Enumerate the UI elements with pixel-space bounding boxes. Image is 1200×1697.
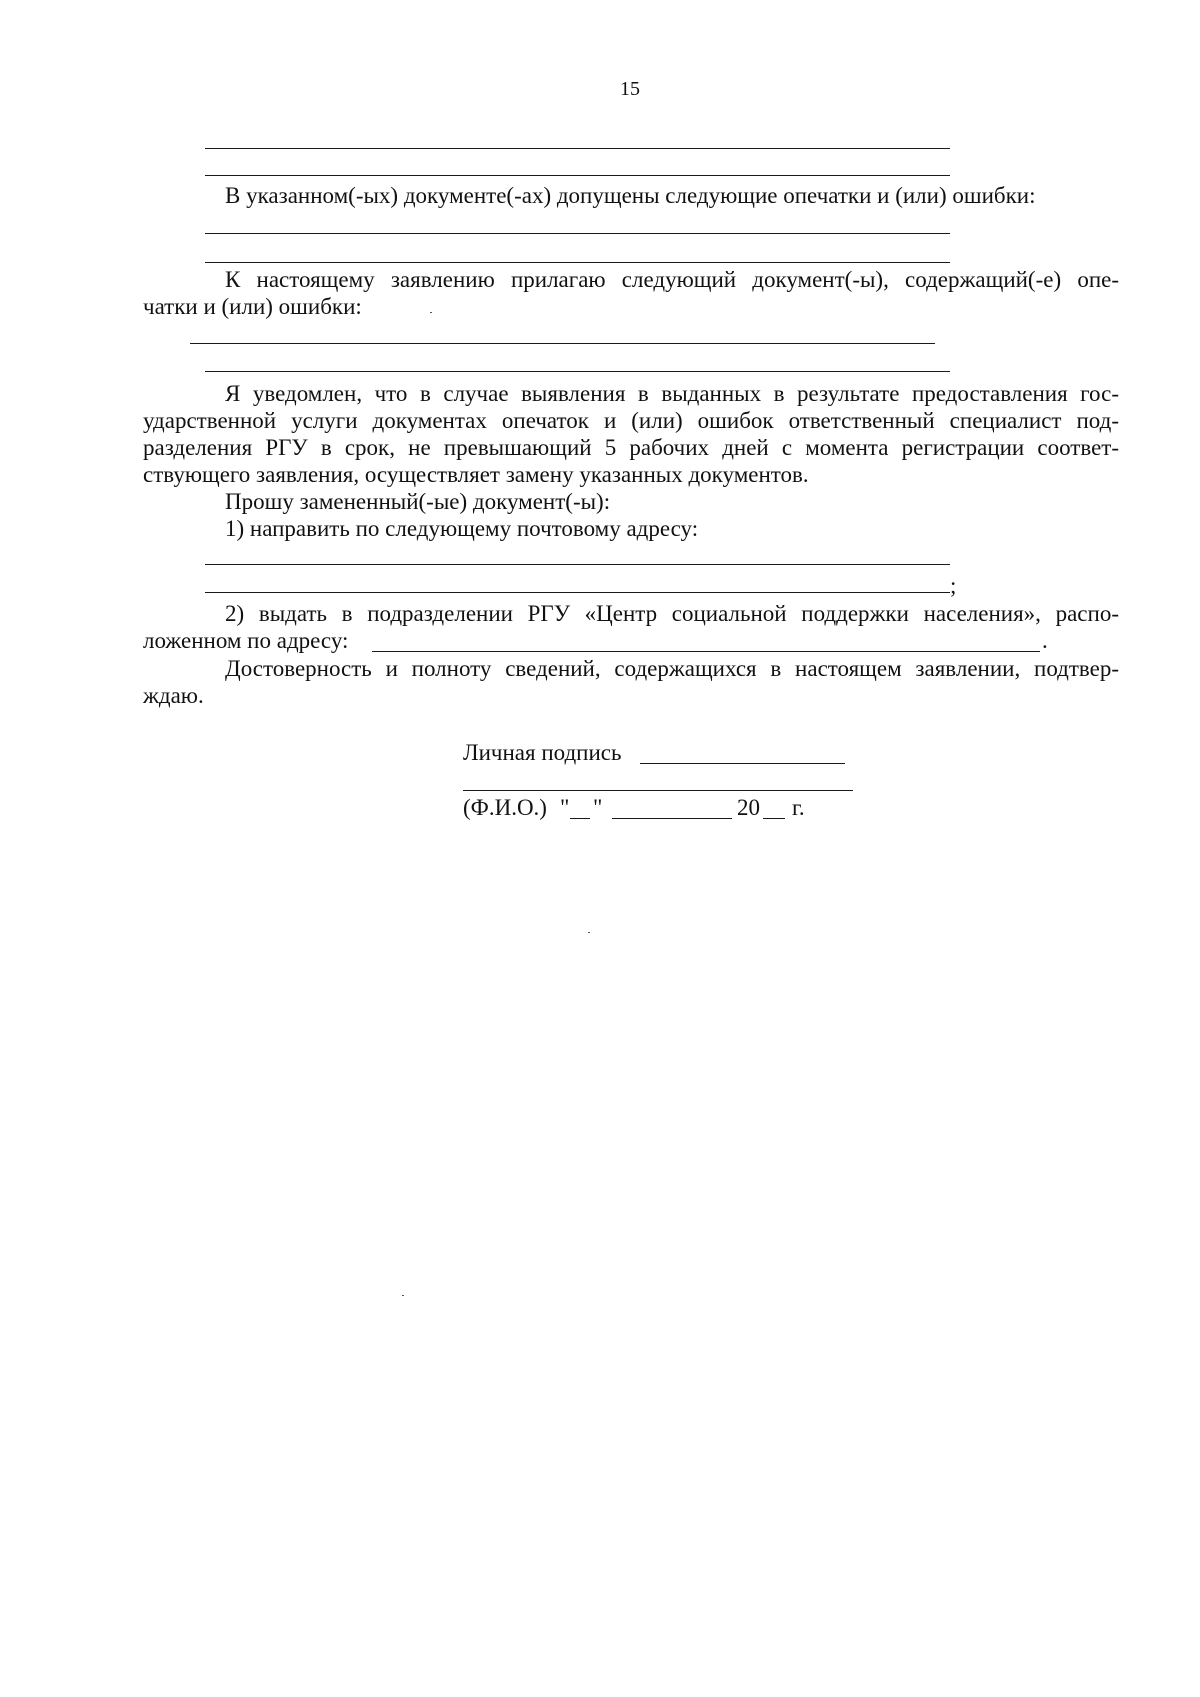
page-number: 15 [620,78,640,100]
blank-line [190,343,935,344]
fio-blank-line[interactable] [463,790,853,791]
notice-line: ствующего заявления, осуществляет замену указанных документов. [143,462,809,487]
confirm-line: Достоверность и полноту сведений, содержащихся в настоящем заявлении, подтвер- [225,656,1119,681]
request-option-2-line: 2) выдать в подразделении РГУ «Центр социальной поддержки населения», распо- [225,601,1119,626]
blank-line [205,233,950,234]
confirm-line: ждаю. [143,683,204,708]
scan-speck [402,1295,404,1296]
request-option-1: 1) направить по следующему почтовому адресу: [225,516,699,541]
option-2-end: . [1042,628,1048,653]
signature-blank-line[interactable] [640,763,845,764]
blank-line [205,371,950,372]
date-year-suffix: г. [792,795,805,820]
blank-line [205,175,950,176]
notice-line: разделения РГУ в срок, не превышающий 5 рабочих дней с момента регистрации соответ- [143,435,1119,460]
date-year-prefix: 20 [737,795,760,820]
blank-line [205,564,950,565]
personal-signature-label: Личная подпись [463,740,622,765]
attach-statement-line: чатки и (или) ошибки: [143,294,362,319]
scan-speck [588,932,590,933]
date-quote-open: " [560,795,570,820]
blank-line [205,262,950,263]
blank-line [205,592,950,593]
date-quote-close: " [593,795,603,820]
option-1-end: ; [950,573,957,598]
request-option-2-line: ложенном по адресу: [143,628,349,653]
attach-statement-line: К настоящему заявлению прилагаю следующий документ(-ы), содержащий(-е) опе- [225,267,1119,292]
request-intro: Прошу замененный(-ые) документ(-ы): [225,489,611,514]
errors-statement: В указанном(-ых) документе(-ах) допущены следующие опечатки и (или) ошибки: [225,183,1036,208]
date-day-blank[interactable] [570,818,590,819]
notice-line: Я уведомлен, что в случае выявления в выданных в результате предоставления гос- [225,381,1119,406]
date-month-blank[interactable] [612,818,732,819]
fio-label: (Ф.И.О.) [463,795,547,820]
address-blank-line [372,651,1040,652]
blank-line [205,148,950,149]
notice-line: ударственной услуги документах опечаток и (или) ошибок ответственный специалист под- [143,408,1119,433]
scan-speck [430,312,432,313]
date-year-blank[interactable] [763,818,785,819]
